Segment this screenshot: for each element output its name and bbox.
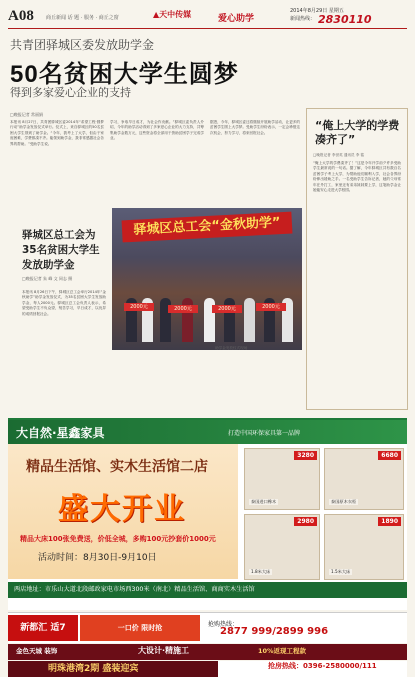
person-figure: [244, 298, 255, 342]
hotline-number: 2830110: [318, 13, 372, 26]
sidebar-box: [306, 108, 408, 410]
hotline-label: 新闻热线：: [290, 16, 316, 22]
furniture-photo: [244, 514, 320, 580]
cheque-board: 2000元: [168, 305, 198, 313]
price-tag: 6680: [378, 451, 401, 460]
inset-byline: □晚报记者 朱 峰 文 同志 摄: [22, 276, 73, 281]
furniture-label: 泰国进口橡木: [251, 499, 277, 504]
brand-logo: ▲天中传媒: [153, 10, 192, 19]
furniture-advert[interactable]: [8, 418, 407, 610]
furniture-photo: [324, 448, 404, 510]
furniture-photo: [244, 448, 320, 510]
advert-slogan: 打造中国环保家具第一品牌: [228, 430, 301, 437]
ceremony-photo: [112, 208, 302, 350]
decor-offer: 10%返现工程款: [258, 647, 307, 655]
advert-promo-panel: [8, 444, 238, 579]
furniture-label: 1.5米大床: [331, 569, 351, 574]
mall-advert[interactable]: [8, 612, 407, 643]
grand-opening: 盛大开业: [58, 492, 186, 527]
advert-header: [8, 420, 407, 444]
inset-headline: 驿城区总工会为35名贫困大学生发放助学金: [22, 229, 100, 271]
furniture-label: 泰国原木衣柜: [331, 499, 357, 504]
section-links: 商丘新闻 话 题 · 服务 · 商丘之窗: [46, 15, 119, 21]
store-title: 精品生活馆、实木生活馆二店: [26, 459, 208, 475]
promo-text: 精品大床100张免费送，价低全城，多购100元抄套价1000元: [20, 535, 216, 543]
inset-body: 本报讯 8月26日下午，驿城区总工会举行2014年“金秋助学”助学金发放仪式，为35名贫困大学生发放助学金，每人2000元。驿城区总工会负责人表示，希望受助学生不负众望，刻苦学习，早日成才，以优异的成绩回报社会。: [22, 290, 106, 316]
story-headline: 50名贫困大学生圆梦: [10, 61, 239, 88]
sidebar-headline: “俺上大学的学费凑齐了”: [315, 119, 400, 146]
story-subhead: 得到多家爱心企业的支持: [10, 86, 131, 99]
issue-date: 2014年8月29日 星期五: [290, 8, 344, 14]
estate-title: 明珠港湾2期 盛装迎宾: [8, 661, 218, 677]
estate-hotline: 抢房热线：0396-2580000/111: [268, 662, 377, 670]
photo-banner: 驿城区总工会“金秋助学”: [122, 212, 293, 243]
price-tag: 2980: [294, 517, 317, 526]
decor-logo: 金色天城 装饰: [16, 647, 58, 655]
masthead: [8, 6, 407, 29]
section-name: 爱心助学: [218, 14, 255, 24]
photo-caption: 助学金发放仪式现场: [215, 346, 248, 350]
advert-logo: 大自然·星鑫家具: [16, 426, 105, 440]
story-column-3: 据悉，今年，驿城区委还将继续开展助学活动，让更多的贫困学生圆上大学梦。受助学生纷纷表示，一定会珍惜这次机会，努力学习，将来回报社会。: [210, 120, 300, 135]
sidebar-byline: □晚报记者 李世英 通讯员 李 铭: [313, 153, 365, 157]
furniture-photo: [324, 514, 404, 580]
story-kicker: 共青团驿城区委发放助学金: [10, 38, 155, 52]
store-address-bar: 两店地址：市乐山大道北段邮政家电市场西300米（南北）精品生活馆、商商实木生活馆: [8, 582, 407, 598]
mall-hotline-label: 抢购热线：: [208, 621, 239, 628]
story-column-1: 本报讯 8月27日，共青团驿城区委2014年“希望工程·圆梦行动”助学金发放仪式举行。仪式上，来自驿城区的50名贫困大学生领到了助学金。“今年，我考上了大学，但由于家庭困难，学费都凑不齐。能领到助学金，我非常感激社会各界的帮助。”受助学生说。: [10, 120, 104, 146]
mall-hotline-number: 2877 999/2899 996: [220, 626, 329, 637]
sidebar-body: “俺上大学的学费凑齐了！”这是今年开学前夕许多受助学生最常说的一句话。据了解，今年驿城区共有数百名贫困学子考上大学，为帮助他们顺利入学，社会各界纷纷伸出援助之手。一名受助学生告诉记者，她的父母常年在外打工，家里还有弟弟妹妹要上学，这笔助学金让她能安心走进大学校园。: [313, 161, 401, 193]
mall-promo: 一口价 限时抢: [80, 615, 200, 641]
price-tag: 1890: [378, 517, 401, 526]
story-byline: □晚报记者 常丽娟: [10, 112, 44, 117]
cheque-board: 2000元: [256, 303, 286, 311]
cheque-board: 2000元: [212, 305, 242, 313]
promo-dates: 活动时间：8月30日-9月10日: [38, 553, 157, 563]
page-number: A08: [8, 8, 34, 24]
decor-slogan: 大设计·精施工: [138, 646, 190, 655]
estate-advert[interactable]: [8, 661, 407, 677]
furniture-label: 1.8米大床: [251, 569, 271, 574]
price-tag: 3280: [294, 451, 317, 460]
decor-advert[interactable]: [8, 644, 407, 660]
story-column-2: 学习，争取早日成才，为社会作贡献。”驿城区委负责人介绍，今年的助学活动得到了多家爱心企业的大力支持，共筹集助学金数万元，这些资金将全部用于资助贫困学子完成学业。: [110, 120, 204, 141]
cheque-board: 2000元: [124, 303, 154, 311]
mall-logo: 新都汇 适7: [8, 615, 78, 641]
